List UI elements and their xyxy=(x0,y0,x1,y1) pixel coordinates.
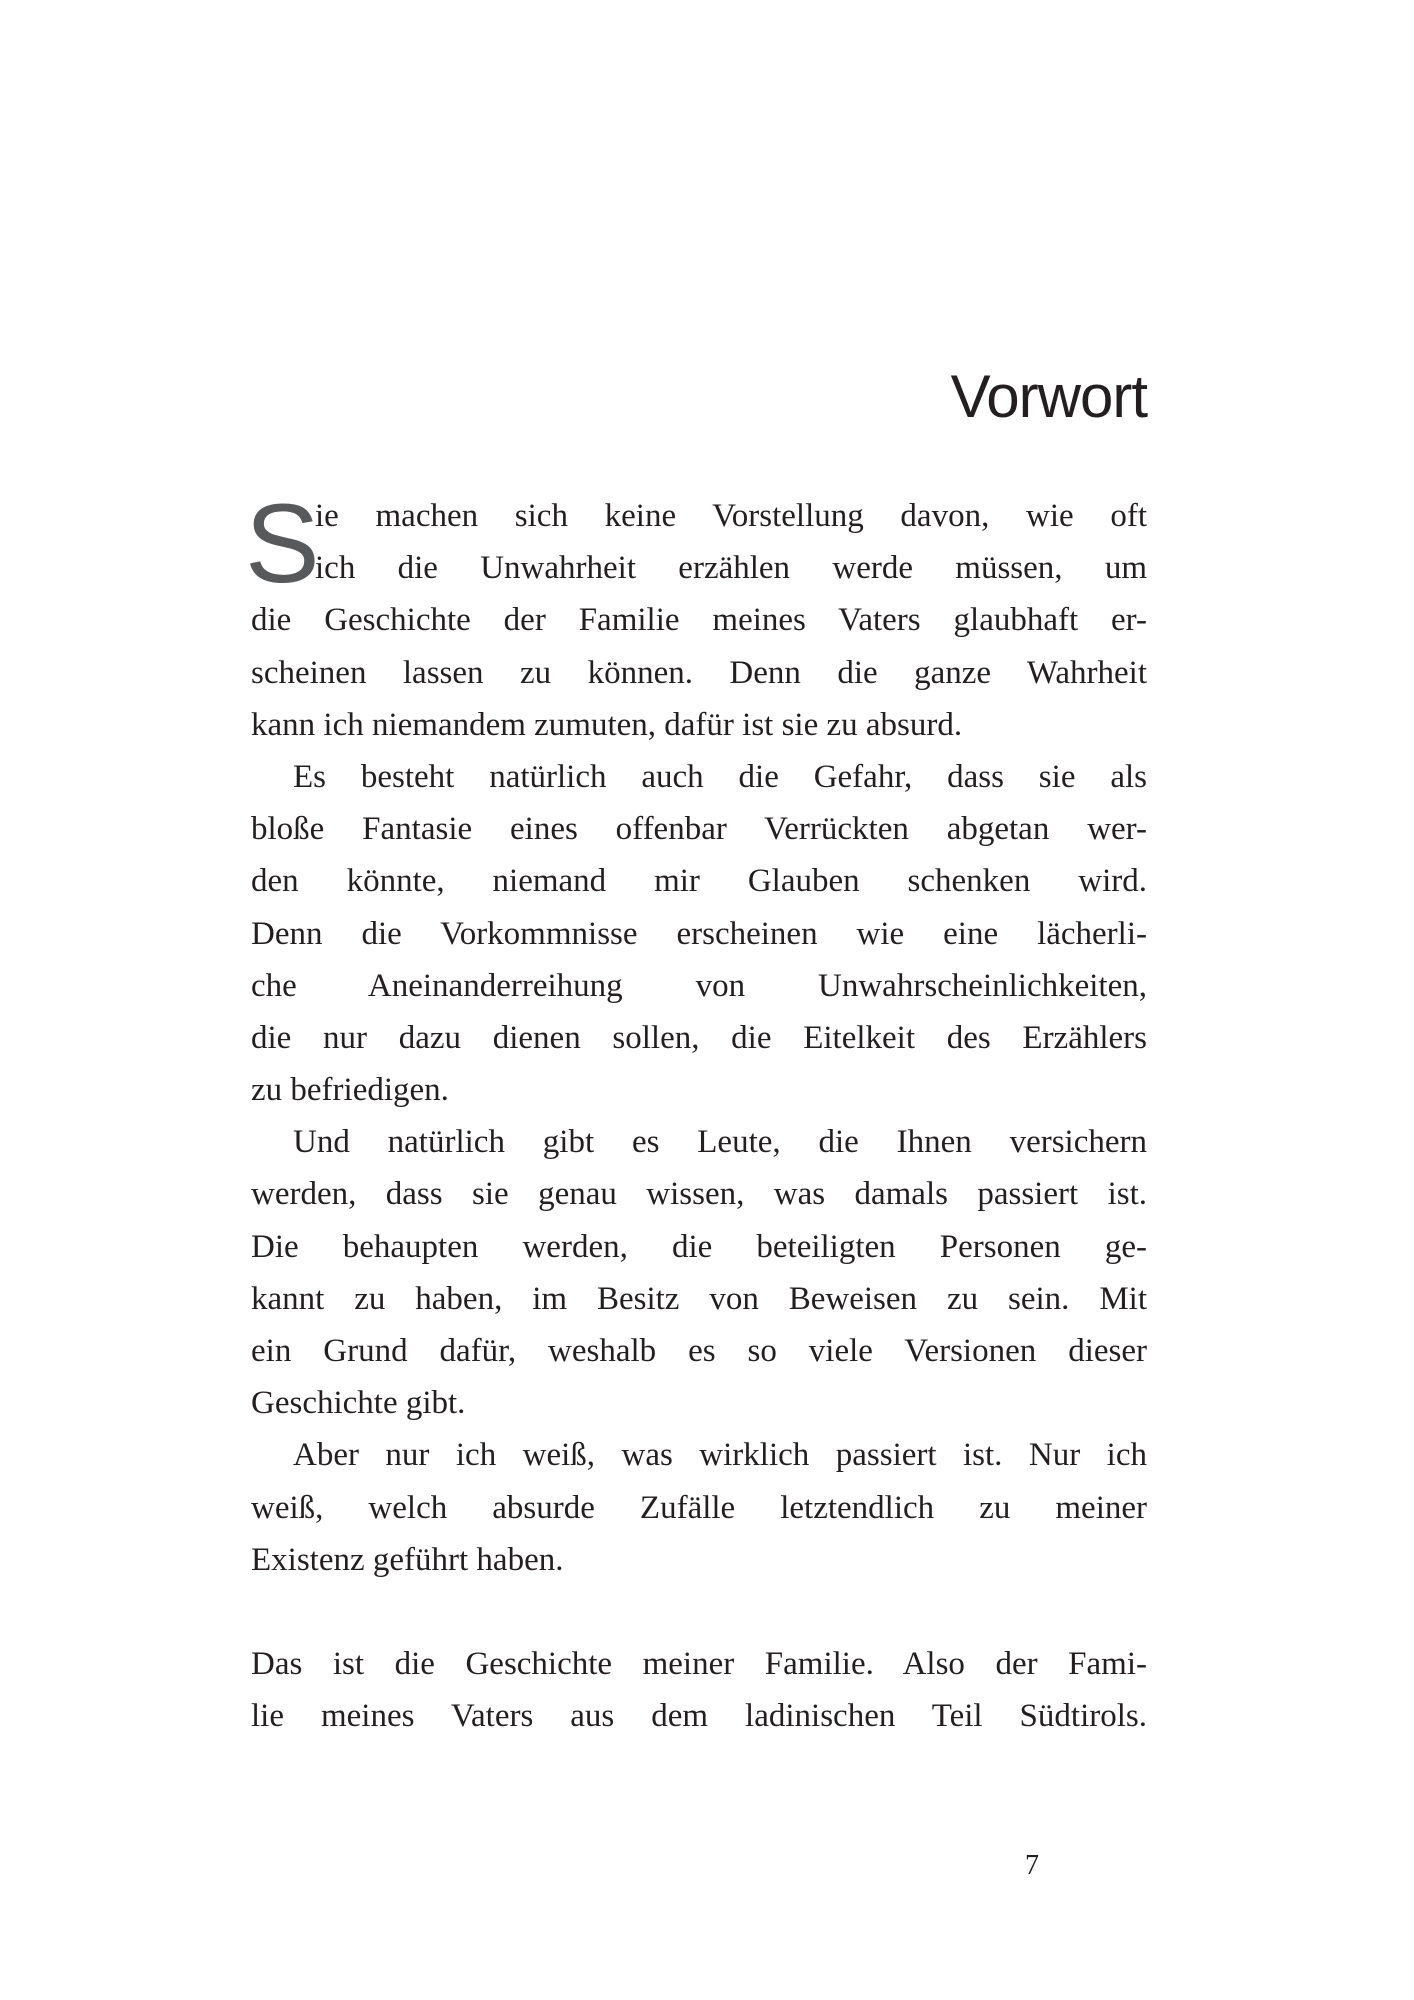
text-line: scheinen lassen zu können. Denn die ganze Wahrheit xyxy=(251,654,1147,691)
text-line: ein Grund dafür, weshalb es so viele Versionen dieser xyxy=(251,1333,1147,1369)
text-line: Es besteht natürlich auch die Gefahr, dass sie als xyxy=(293,758,1147,795)
text-line: ie machen sich keine Vorstellung davon, wie oft xyxy=(315,498,1147,534)
text-line: Existenz geführt haben. xyxy=(251,1541,564,1578)
text-line: Und natürlich gibt es Leute, die Ihnen versichern xyxy=(293,1124,1147,1161)
body-text xyxy=(245,481,1147,1743)
text-line: ich die Unwahrheit erzählen werde müssen, um xyxy=(315,550,1147,587)
text-line: den könnte, niemand mir Glauben schenken wird. xyxy=(251,863,1147,900)
text-line: lie meines Vaters aus dem ladinischen Teil Südtirols. xyxy=(251,1698,1147,1735)
page-number: 7 xyxy=(1025,1850,1039,1881)
text-line: bloße Fantasie eines offenbar Verrückten abgetan wer- xyxy=(251,811,1147,848)
text-line: zu befriedigen. xyxy=(251,1072,449,1109)
text-line: Geschichte gibt. xyxy=(251,1385,466,1422)
chapter-title: Vorwort xyxy=(950,363,1147,430)
text-line: Aber nur ich weiß, was wirklich passiert ist. Nur ich xyxy=(293,1437,1147,1474)
text-line: die Geschichte der Familie meines Vaters glaubhaft er- xyxy=(251,602,1147,639)
text-line: che Aneinanderreihung von Unwahrscheinlichkeiten, xyxy=(251,967,1147,1004)
text-line: weiß, welch absurde Zufälle letztendlich zu meiner xyxy=(251,1489,1147,1526)
text-line: Die behaupten werden, die beteiligten Personen ge- xyxy=(251,1228,1147,1265)
text-line: Denn die Vorkommnisse erscheinen wie eine lächerli- xyxy=(251,915,1147,952)
drop-cap: S xyxy=(245,481,320,606)
text-line: kannt zu haben, im Besitz von Beweisen zu sein. Mit xyxy=(251,1280,1147,1317)
paragraph-gap xyxy=(251,1586,1147,1638)
text-line: kann ich niemandem zumuten, dafür ist sie zu absurd. xyxy=(251,706,963,743)
text-line: die nur dazu dienen sollen, die Eitelkeit des Erzählers xyxy=(251,1019,1147,1056)
text-line: werden, dass sie genau wissen, was damals passiert ist. xyxy=(251,1176,1147,1213)
text-line: Das ist die Geschichte meiner Familie. Also der Fami- xyxy=(251,1646,1147,1683)
